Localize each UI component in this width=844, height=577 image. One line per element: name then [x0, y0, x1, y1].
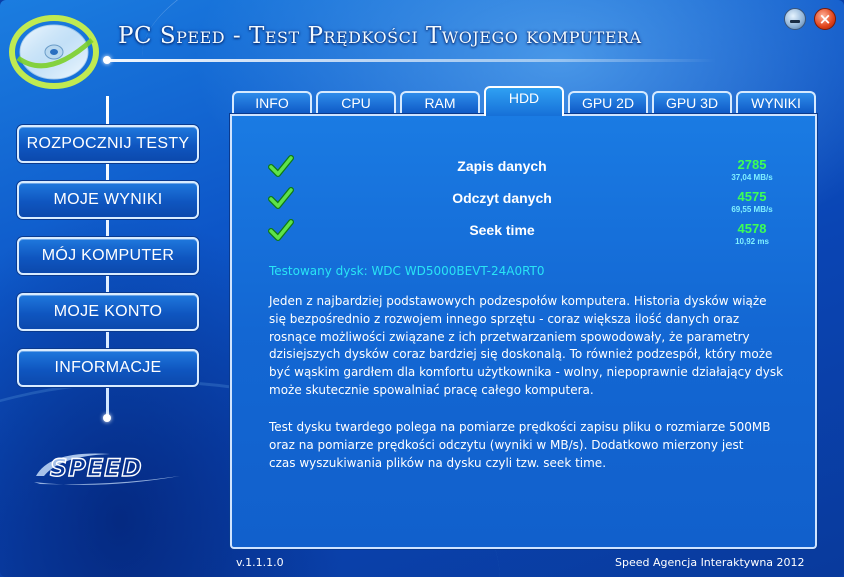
- minimize-button[interactable]: [784, 8, 806, 30]
- checkmark-icon: [268, 186, 294, 212]
- pc-speed-logo-icon: [8, 10, 100, 90]
- description-line: Jeden z najbardziej podstawowych podzespołów komputera. Historia dysków wiąże: [269, 294, 767, 308]
- result-value: 2785: [737, 157, 767, 172]
- description-line: czas wyszukiwania plików na dysku czyli tzw. seek time.: [269, 455, 607, 470]
- app-title: PC Speed - Test Prędkości Twojego komputera: [118, 23, 642, 49]
- speed-logo: [30, 446, 194, 490]
- title-divider: [106, 59, 716, 62]
- result-speed: 69,55 MB/s: [731, 205, 773, 214]
- result-row-seek: [232, 218, 815, 250]
- hdd-panel: [230, 114, 817, 549]
- sidebar-item-rozpocznij-testy[interactable]: ROZPOCZNIJ TESTY: [17, 125, 199, 163]
- sidebar-line-dot: [103, 414, 111, 422]
- result-speed: 10,92 ms: [735, 237, 769, 246]
- result-label: Zapis danych: [457, 158, 547, 174]
- result-row-odczyt: [232, 186, 815, 218]
- close-icon: ×: [818, 10, 832, 28]
- checkmark-icon: [268, 218, 294, 244]
- result-speed: 37,04 MB/s: [731, 173, 773, 182]
- description-line: się bezpośrednio z rozwojem innego sprzętu - coraz większa ilość danych oraz: [269, 311, 740, 326]
- title-divider-dot: [103, 56, 111, 64]
- tab-cpu[interactable]: CPU: [316, 91, 396, 113]
- tested-disk-label: Testowany dysk: WDC WD5000BEVT-24A0RT0: [269, 264, 545, 278]
- result-value: 4575: [737, 189, 767, 204]
- description-line: Test dysku twardego polega na pomiarze prędkości zapisu pliku o rozmiarze 500MB: [269, 420, 771, 434]
- description-line: oraz na pomiarze prędkości odczytu (wyniki w MB/s). Dodatkowo mierzony jest: [269, 437, 744, 452]
- tab-ram[interactable]: RAM: [400, 91, 480, 113]
- close-button[interactable]: [814, 8, 836, 30]
- copyright-label: Speed Agencja Interaktywna 2012: [615, 556, 805, 569]
- description-paragraph-2: [269, 419, 799, 472]
- sidebar-item-informacje[interactable]: INFORMACJE: [17, 349, 199, 387]
- tab-info[interactable]: INFO: [232, 91, 312, 113]
- result-label: Seek time: [469, 222, 535, 238]
- tab-hdd[interactable]: HDD: [484, 86, 564, 116]
- tab-wyniki[interactable]: WYNIKI: [736, 91, 816, 113]
- result-row-zapis: [232, 154, 815, 186]
- sidebar-item-moje-konto[interactable]: MOJE KONTO: [17, 293, 199, 331]
- sidebar-item-moj-komputer[interactable]: MÓJ KOMPUTER: [17, 237, 199, 275]
- description-line: być wąskim gardłem dla komfortu użytkownika - wolny, niepoprawnie działający dysk: [269, 365, 784, 380]
- result-label: Odczyt danych: [452, 190, 552, 206]
- tab-gpu-3d[interactable]: GPU 3D: [652, 91, 732, 113]
- description-paragraph-1: [269, 293, 799, 400]
- result-value: 4578: [737, 221, 767, 236]
- description-line: dzisiejszych dysków coraz bardziej się doskonalą. To również podzespół, który może: [269, 347, 773, 362]
- checkmark-icon: [268, 154, 294, 180]
- tab-gpu-2d[interactable]: GPU 2D: [568, 91, 648, 113]
- version-label: v.1.1.1.0: [236, 556, 284, 569]
- svg-text:SPEED: SPEED: [50, 454, 143, 482]
- description-line: rosnące możliwości związane z ich przetwarzaniem spowodowały, że parametry: [269, 329, 750, 344]
- sidebar-item-moje-wyniki[interactable]: MOJE WYNIKI: [17, 181, 199, 219]
- description-line: może skutecznie spowalniać pracę całego komputera.: [269, 382, 594, 397]
- minimize-icon: [790, 20, 800, 23]
